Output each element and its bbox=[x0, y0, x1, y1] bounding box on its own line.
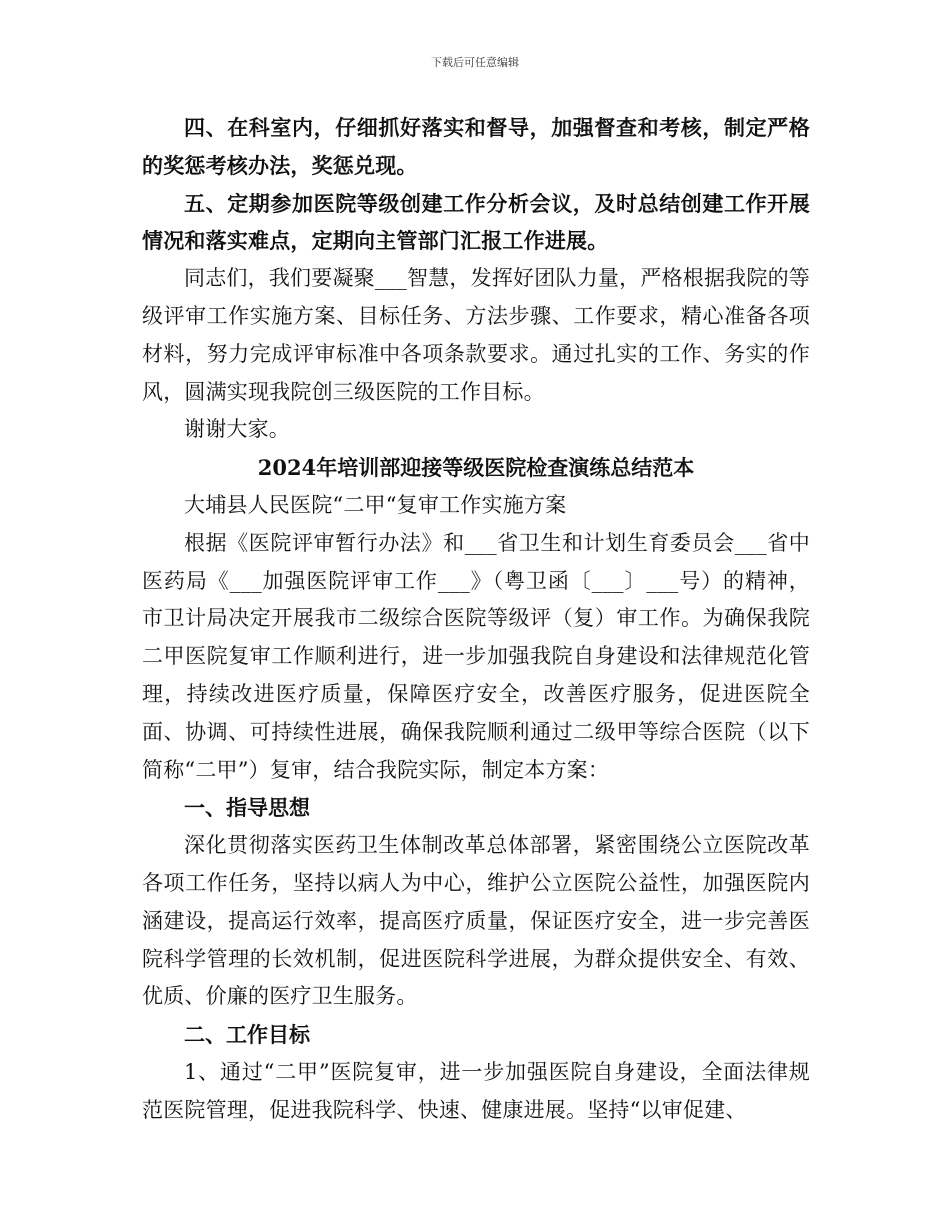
paragraph-guiding-ideology: 深化贯彻落实医药卫生体制改革总体部署，紧密围绕公立医院改革各项工作任务，坚持以病人为中心，维护公立医院公益性，加强医院内涵建设，提高运行效率，提高医疗质量，保证医疗安全，进一步完善医院科学管理的长效机制，促进医院科学进展，为群众提供安全、有效、优质、价廉的医疗卫生服务。 bbox=[142, 833, 810, 1009]
paragraph-work-goal-1: 1、通过“二甲”医院复审，进一步加强医院自身建设，全面法律规范医院管理，促进我院科学、快速、健康进展。坚持“以审促建、 bbox=[142, 1059, 810, 1122]
paragraph-closing-remarks: 同志们，我们要凝聚___智慧，发挥好团队力量，严格根据我院的等级评审工作实施方案、目标任务、方法步骤、工作要求，精心准备各项材料，努力完成评审标准中各项条款要求。通过扎实的工作、务实的作风，圆满实现我院创三级医院的工作目标。 bbox=[142, 266, 810, 404]
document-body bbox=[142, 109, 810, 1130]
paragraph-thanks: 谢谢大家。 bbox=[184, 417, 290, 442]
section-heading-guiding-ideology: 一、指导思想 bbox=[184, 795, 310, 821]
paragraph-basis: 根据《医院评审暂行办法》和___省卫生和计划生育委员会___省中医药局《___加强医院评审工作___》（粤卫函〔___〕___号）的精神，市卫计局决定开展我市二级综合医院等级评（复）审工作。为确保我院二甲医院复审工作顺利进行，进一步加强我院自身建设和法律规范化管理，持续改进医疗质量，保障医疗安全，改善医疗服务，促进医院全面、协调、可持续性进展，确保我院顺利通过二级甲等综合医院（以下简称“二甲”）复审，结合我院实际，制定本方案： bbox=[142, 530, 810, 782]
header-note: 下载后可任意编辑 bbox=[431, 56, 519, 69]
paragraph-item-5: 五、定期参加医院等级创建工作分析会议，及时总结创建工作开展情况和落实难点，定期向主管部门汇报工作进展。 bbox=[142, 190, 810, 254]
paragraph-item-4: 四、在科室内，仔细抓好落实和督导，加强督查和考核，制定严格的奖惩考核办法，奖惩兑现。 bbox=[142, 115, 810, 178]
section-heading-work-goals: 二、工作目标 bbox=[184, 1022, 310, 1048]
plan-title-line: 大埔县人民医院“二甲“复审工作实施方案 bbox=[184, 492, 567, 517]
document-title: 2024年培训部迎接等级医院检查演练总结范本 bbox=[257, 455, 695, 481]
